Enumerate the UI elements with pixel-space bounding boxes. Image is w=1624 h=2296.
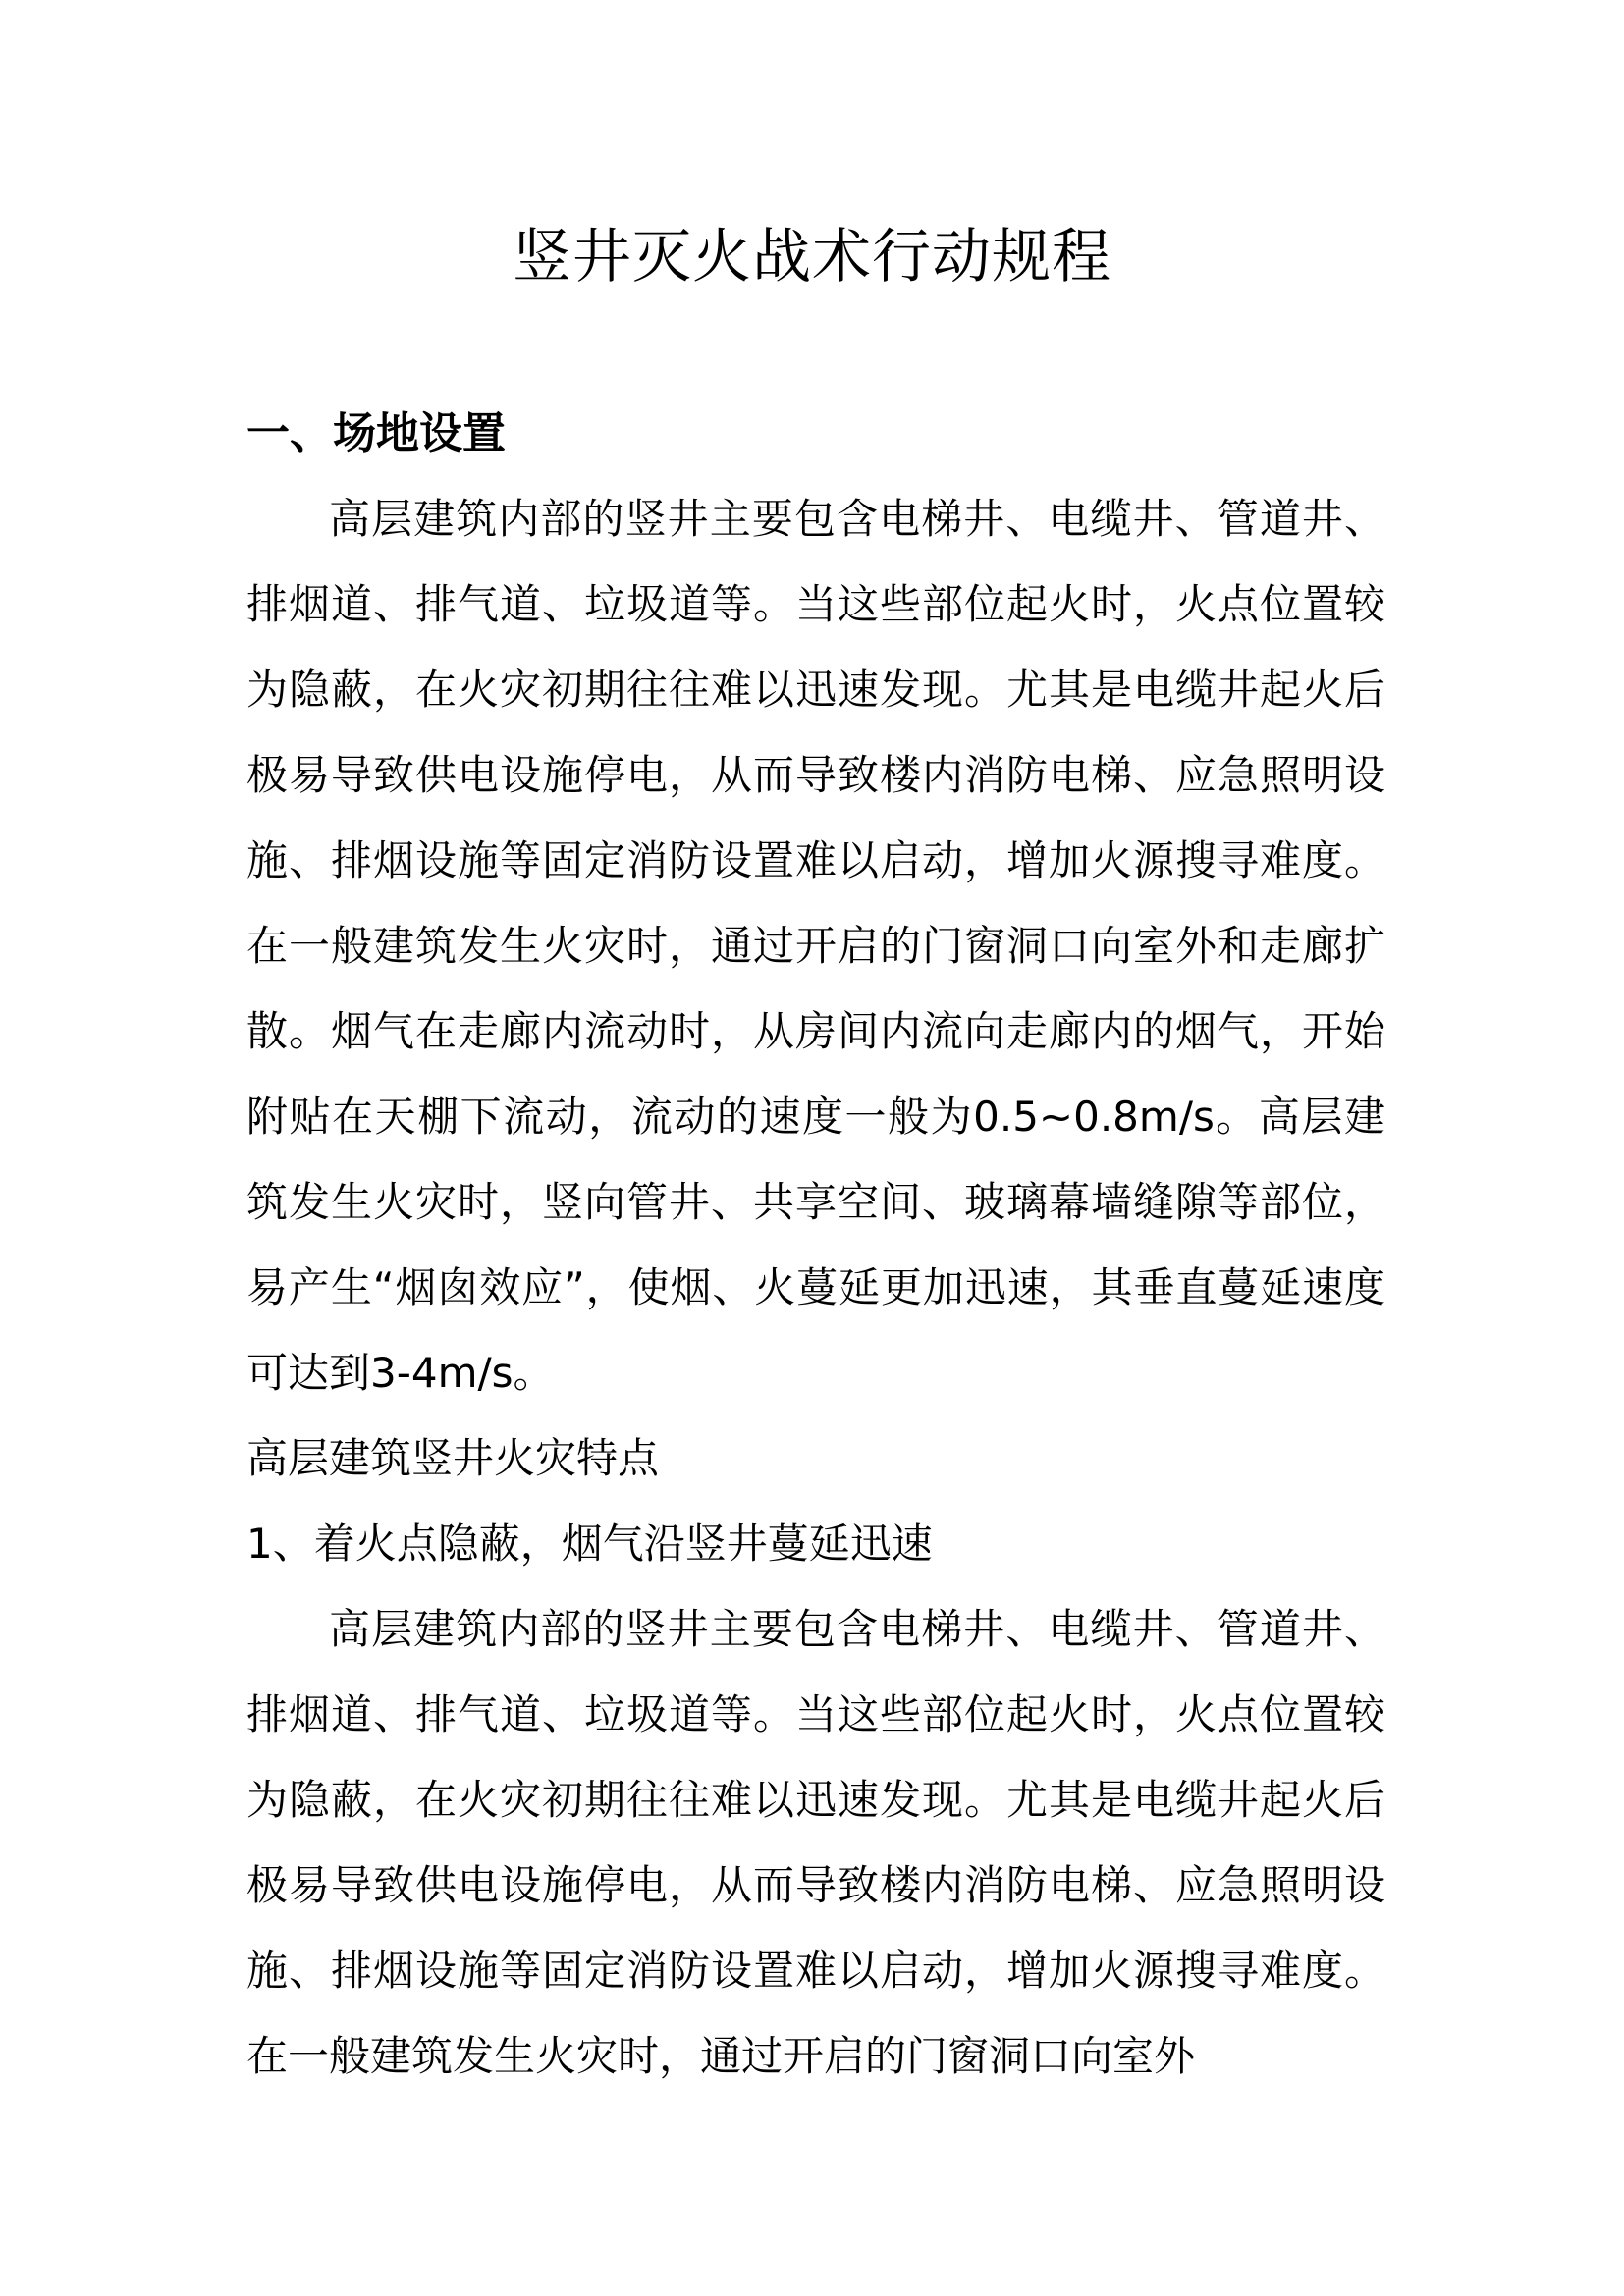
document-title: 竖井灭火战术行动规程	[513, 223, 1111, 292]
subheading: 高层建筑竖井火灾特点	[246, 1434, 660, 1482]
numbered-subheading: 1、着火点隐蔽，烟气沿竖井蔓延迅速	[246, 1520, 933, 1568]
document-body	[246, 391, 1385, 2099]
section-heading: 一、场地设置	[246, 408, 506, 458]
body-paragraph: 高层建筑内部的竖井主要包含电梯井、电缆井、管道井、排烟道、排气道、垃圾道等。当这些部位起火时，火点位置较为隐蔽，在火灾初期往往难以迅速发现。尤其是电缆井起火后极易导致供电设施停电，从而导致楼内消防电梯、应急照明设施、排烟设施等固定消防设置难以启动，增加火源搜寻难度。在一般建筑发生火灾时，通过开启的门窗洞口向室外	[246, 1605, 1385, 2080]
body-paragraph: 高层建筑内部的竖井主要包含电梯井、电缆井、管道井、排烟道、排气道、垃圾道等。当这些部位起火时，火点位置较为隐蔽，在火灾初期往往难以迅速发现。尤其是电缆井起火后极易导致供电设施停电，从而导致楼内消防电梯、应急照明设施、排烟设施等固定消防设置难以启动，增加火源搜寻难度。在一般建筑发生火灾时，通过开启的门窗洞口向室外和走廊扩散。烟气在走廊内流动时，从房间内流向走廊内的烟气，开始附贴在天棚下流动，流动的速度一般为0.5~0.8m/s。高层建筑发生火灾时，竖向管井、共享空间、玻璃幕墙缝隙等部位，易产生“烟囱效应”，使烟、火蔓延更加迅速，其垂直蔓延速度可达到3-4m/s。	[246, 495, 1385, 1397]
